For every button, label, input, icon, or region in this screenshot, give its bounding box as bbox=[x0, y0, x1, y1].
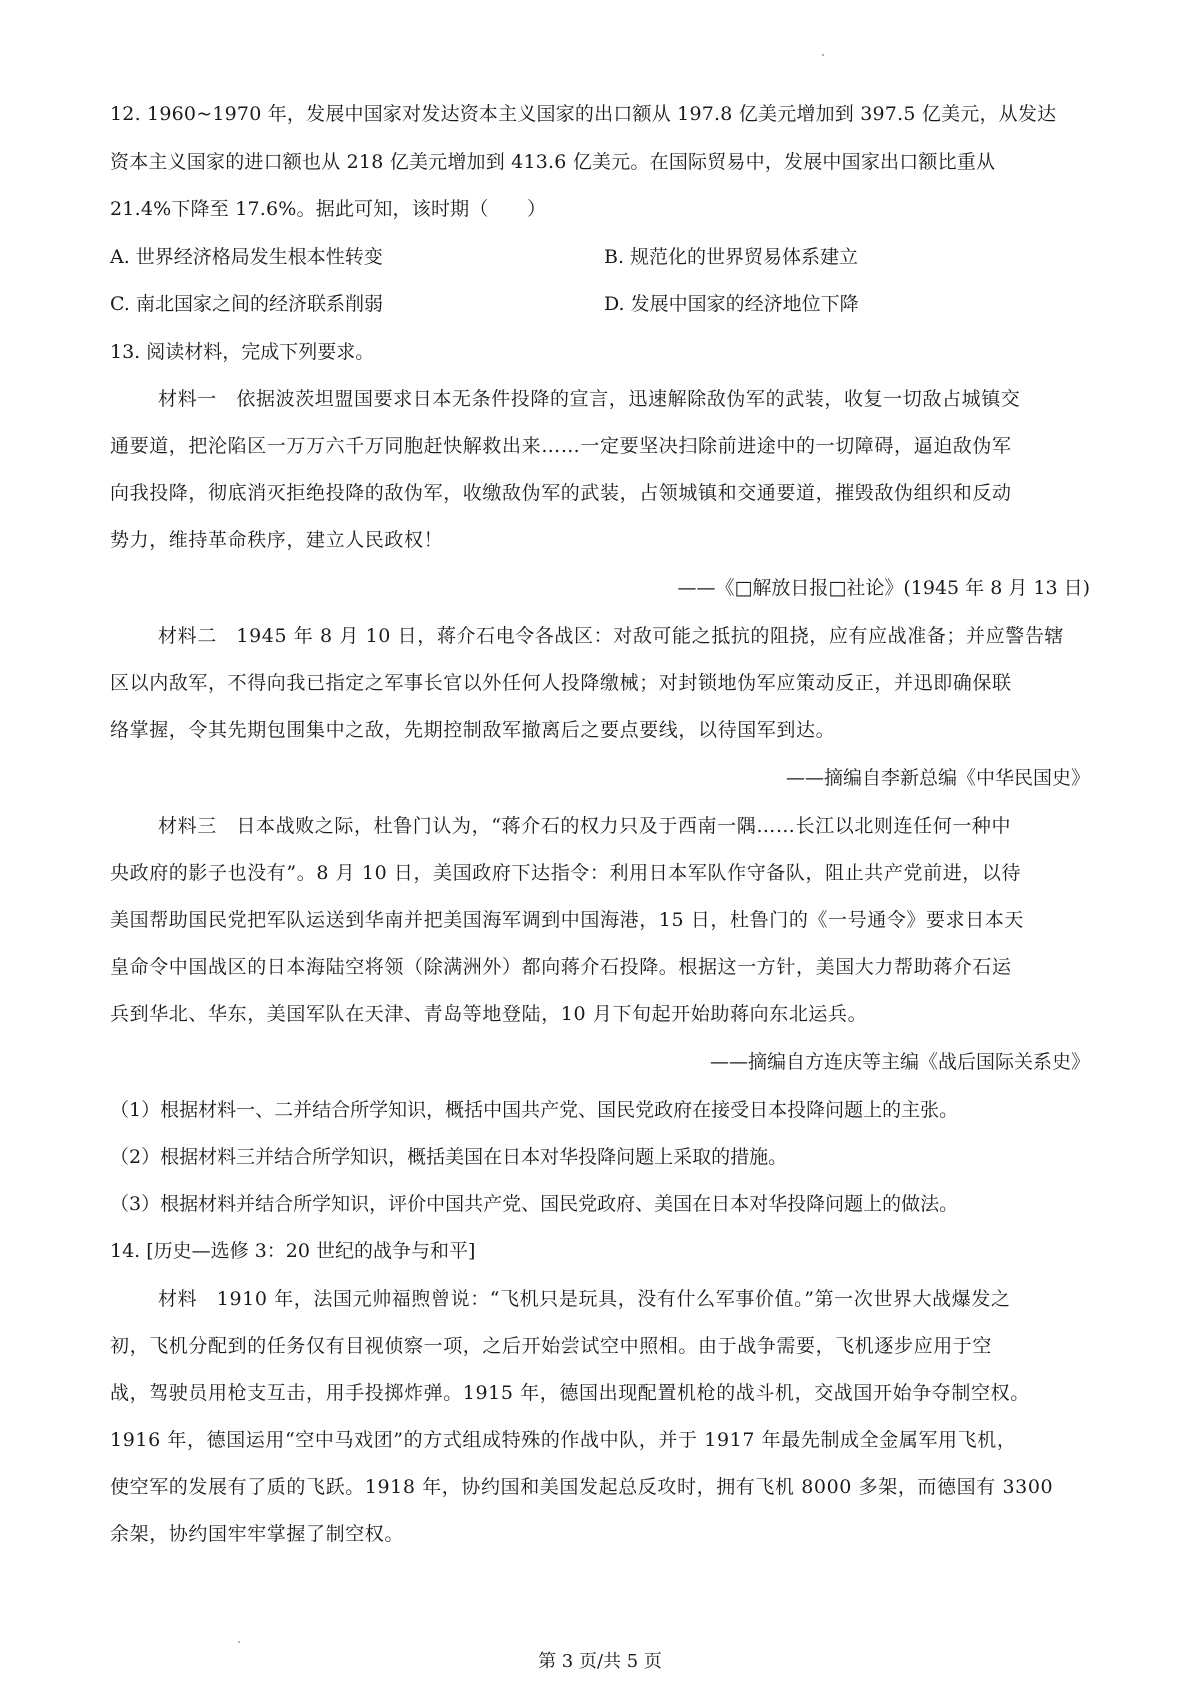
q13-material-3-line-1: 材料三 日本战败之际，杜鲁门认为，“蒋介石的权力只及于西南一隅……长江以北则连任何一种中 bbox=[158, 815, 1012, 837]
q12-line-2: 资本主义国家的进口额也从 218 亿美元增加到 413.6 亿美元。在国际贸易中，发展中国家出口额比重从 bbox=[110, 151, 996, 173]
q12-option-d: D. 发展中国家的经济地位下降 bbox=[604, 293, 859, 315]
q14-material-line-5: 使空军的发展有了质的飞跃。1918 年，协约国和美国发起总反攻时，拥有飞机 8000 多架，而德国有 3300 bbox=[110, 1476, 1054, 1498]
q14-material-line-6: 余架，协约国牢牢掌握了制空权。 bbox=[110, 1523, 405, 1545]
q13-question-2: （2）根据材料三并结合所学知识，概括美国在日本对华投降问题上采取的措施。 bbox=[110, 1146, 788, 1168]
q13-material-1-line-4: 势力，维持革命秩序，建立人民政权！ bbox=[110, 529, 444, 551]
q13-question-1: （1）根据材料一、二并结合所学知识，概括中国共产党、国民党政府在接受日本投降问题上的主张。 bbox=[110, 1099, 959, 1121]
q12-line-1: 12. 1960~1970 年，发展中国家对发达资本主义国家的出口额从 197.8 亿美元增加到 397.5 亿美元，从发达 bbox=[110, 103, 1057, 125]
q13-material-3-line-5: 兵到华北、华东，美国军队在天津、青岛等地登陆，10 月下旬起开始助蒋向东北运兵。 bbox=[110, 1003, 868, 1025]
q12-option-c: C. 南北国家之间的经济联系削弱 bbox=[110, 293, 383, 315]
q12-option-b: B. 规范化的世界贸易体系建立 bbox=[604, 246, 859, 268]
q13-intro: 13. 阅读材料，完成下列要求。 bbox=[110, 341, 375, 363]
q14-material-line-1: 材料 1910 年，法国元帅福煦曾说：“飞机只是玩具，没有什么军事价值。”第一次世界大战爆发之 bbox=[158, 1288, 1011, 1310]
q13-material-1-line-3: 向我投降，彻底消灭拒绝投降的敌伪军，收缴敌伪军的武装，占领城镇和交通要道，摧毁敌伪组织和反动 bbox=[110, 482, 1012, 504]
q13-material-3-source: ——摘编自方连庆等主编《战后国际关系史》 bbox=[709, 1051, 1090, 1073]
q13-material-3-line-4: 皇命令中国战区的日本海陆空将领（除满洲外）都向蒋介石投降。根据这一方针，美国大力帮助蒋介石运 bbox=[110, 956, 1012, 978]
q13-question-3: （3）根据材料并结合所学知识，评价中国共产党、国民党政府、美国在日本对华投降问题上的做法。 bbox=[110, 1193, 959, 1215]
q13-material-3-line-2: 央政府的影子也没有”。8 月 10 日，美国政府下达指令：利用日本军队作守备队，阻止共产党前进，以待 bbox=[110, 862, 1022, 884]
q14-material-line-2: 初，飞机分配到的任务仅有目视侦察一项，之后开始尝试空中照相。由于战争需要，飞机逐步应用于空 bbox=[110, 1335, 993, 1357]
q13-material-1-line-2: 通要道，把沦陷区一万万六千万同胞赶快解救出来……一定要坚决扫除前进途中的一切障碍，逼迫敌伪军 bbox=[110, 435, 1012, 457]
q13-material-2-line-3: 络掌握，令其先期包围集中之敌，先期控制敌军撤离后之要点要线，以待国军到达。 bbox=[110, 719, 836, 741]
q13-material-2-line-2: 区以内敌军，不得向我已指定之军事长官以外任何人投降缴械；对封锁地伪军应策动反正，并迅即确保联 bbox=[110, 672, 1012, 694]
q13-material-1-line-1: 材料一 依据波茨坦盟国要求日本无条件投降的宣言，迅速解除敌伪军的武装，收复一切敌占城镇交 bbox=[158, 388, 1021, 410]
q14-title: 14. [历史—选修 3：20 世纪的战争与和平] bbox=[110, 1240, 476, 1262]
page-number: 第 3 页/共 5 页 bbox=[538, 1651, 662, 1672]
scan-speck bbox=[238, 1641, 240, 1643]
scan-speck bbox=[822, 54, 824, 56]
q13-material-2-source: ——摘编自李新总编《中华民国史》 bbox=[785, 767, 1090, 789]
q13-material-2-line-1: 材料二 1945 年 8 月 10 日，蒋介石电令各战区：对敌可能之抵抗的阻挠，应有应战准备；并应警告辖 bbox=[158, 625, 1065, 647]
q14-material-line-3: 战，驾驶员用枪支互击，用手投掷炸弹。1915 年，德国出现配置机枪的战斗机，交战国开始争夺制空权。 bbox=[110, 1382, 1030, 1404]
q14-material-line-4: 1916 年，德国运用“空中马戏团”的方式组成特殊的作战中队，并于 1917 年最先制成全金属军用飞机， bbox=[110, 1429, 1017, 1451]
q12-line-3: 21.4%下降至 17.6%。据此可知，该时期（ ） bbox=[110, 198, 547, 220]
q13-material-1-source: ——《□解放日报□社论》(1945 年 8 月 13 日) bbox=[677, 577, 1090, 599]
q12-option-a: A. 世界经济格局发生根本性转变 bbox=[110, 246, 383, 268]
q13-material-3-line-3: 美国帮助国民党把军队运送到华南并把美国海军调到中国海港，15 日，杜鲁门的《一号通令》要求日本天 bbox=[110, 909, 1025, 931]
